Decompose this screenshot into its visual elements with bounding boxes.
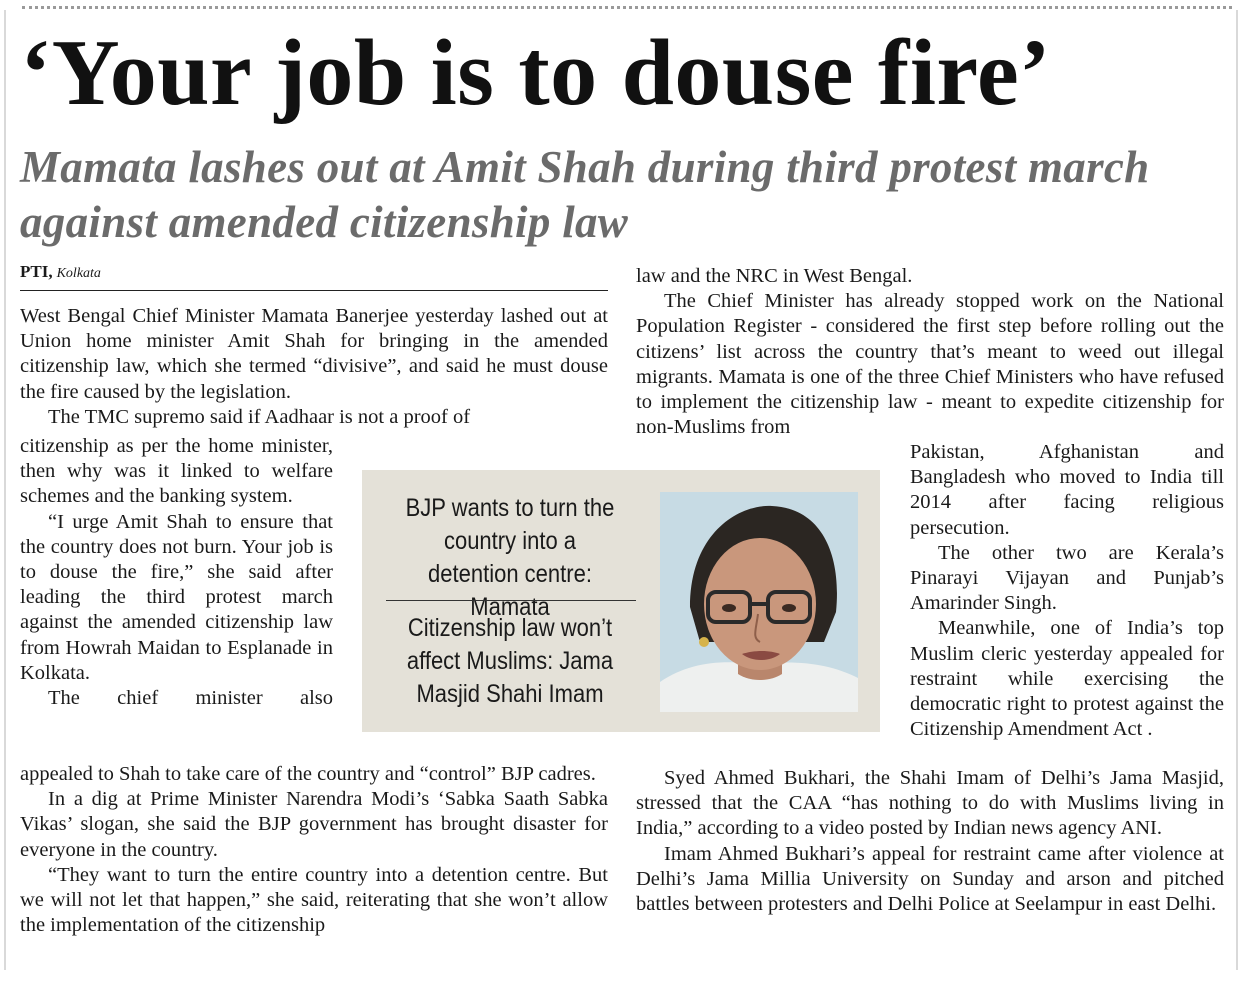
paragraph: West Bengal Chief Minister Mamata Banerjee yesterday lashed out at Union home minister Amit Shah for bringing in the amended citizenship law, which she termed “divisive”, and said he must douse the fire caused by the legislation. [20,305,608,403]
column-1-bottom [20,762,608,938]
pull-quote-box [362,470,880,732]
top-dotted-border [22,6,1232,9]
paragraph: The Chief Minister has already stopped work on the National Population Register - considered the first step before rolling out the citizens’ list across the country that’s meant to weed out illegal migrants. Mamata is one of the three Chief Ministers who have refused to implement the citizenship law - meant to expedite citizenship for non-Muslims from [636,290,1224,439]
paragraph: Meanwhile, one of India’s top Muslim cleric yesterday appealed for restraint while exercising the democratic right to protest against the Citizenship Amendment Act . [910,617,1224,741]
page-edge-right [1236,10,1238,970]
paragraph: In a dig at Prime Minister Narendra Modi’s ‘Sabka Saath Sabka Vikas’ slogan, she said the BJP government has brought disaster for everyone in the country. [20,788,608,861]
subheadline: Mamata lashes out at Amit Shah during third protest march against amended citizenship law [20,142,1150,247]
column-2-top [636,264,1224,440]
paragraph: Imam Ahmed Bukhari’s appeal for restraint came after violence at Delhi’s Jama Millia University on Sunday and arson and pitched battles between protesters and Delhi Police at Seelampur in east Delhi. [636,842,1224,916]
portrait-photo [660,492,858,712]
pull-quote-divider [386,600,636,601]
paragraph: The TMC supremo said if Aadhaar is not a proof of [48,405,471,428]
paragraph: Pakistan, Afghanistan and Bangladesh who moved to India till 2014 after facing religious persecution. [910,441,1224,539]
paragraph: Syed Ahmed Bukhari, the Shahi Imam of Delhi’s Jama Masjid, stressed that the CAA “has nothing to do with Muslims living in India,” according to a video posted by Indian news agency ANI. [636,767,1224,840]
byline-agency: PTI, [20,262,53,281]
paragraph: “I urge Amit Shah to ensure that the country does not burn. Your job is to douse the fire,” she said after leading the third protest march against the amended citizenship law from Howrah Maidan to Esplanade in Kolkata. [20,510,333,684]
column-2-bottom [636,766,1224,917]
byline [20,262,101,282]
paragraph: The other two are Kerala’s Pinarayi Vijayan and Punjab’s Amarinder Singh. [910,541,1224,615]
paragraph: citizenship as per the home minister, then why was it linked to welfare schemes and the banking system. [20,435,333,508]
pull-quote: BJP wants to turn the country into a detention centre: Mamata [405,494,615,621]
paragraph: appealed to Shah to take care of the country and “control” BJP cadres. [20,763,596,785]
portrait-image [660,492,858,712]
byline-rule [20,290,608,291]
column-1-wrap [20,434,333,711]
paragraph: “They want to turn the entire country into a detention centre. But we will not let that happen,” she said, reiterating that she won’t allow the implementation of the citizenship [20,863,608,937]
byline-place: Kolkata [56,266,101,281]
paragraph: The chief minister also [48,687,333,710]
pull-quote: Citizenship law won’t affect Muslims: Jama Masjid Shahi Imam [406,614,614,708]
page-edge-left [4,10,6,970]
column-1-top [20,304,608,430]
paragraph: law and the NRC in West Bengal. [636,265,913,287]
column-2-wrap [910,440,1224,742]
headline: ‘Your job is to douse fire’ [20,21,1051,125]
